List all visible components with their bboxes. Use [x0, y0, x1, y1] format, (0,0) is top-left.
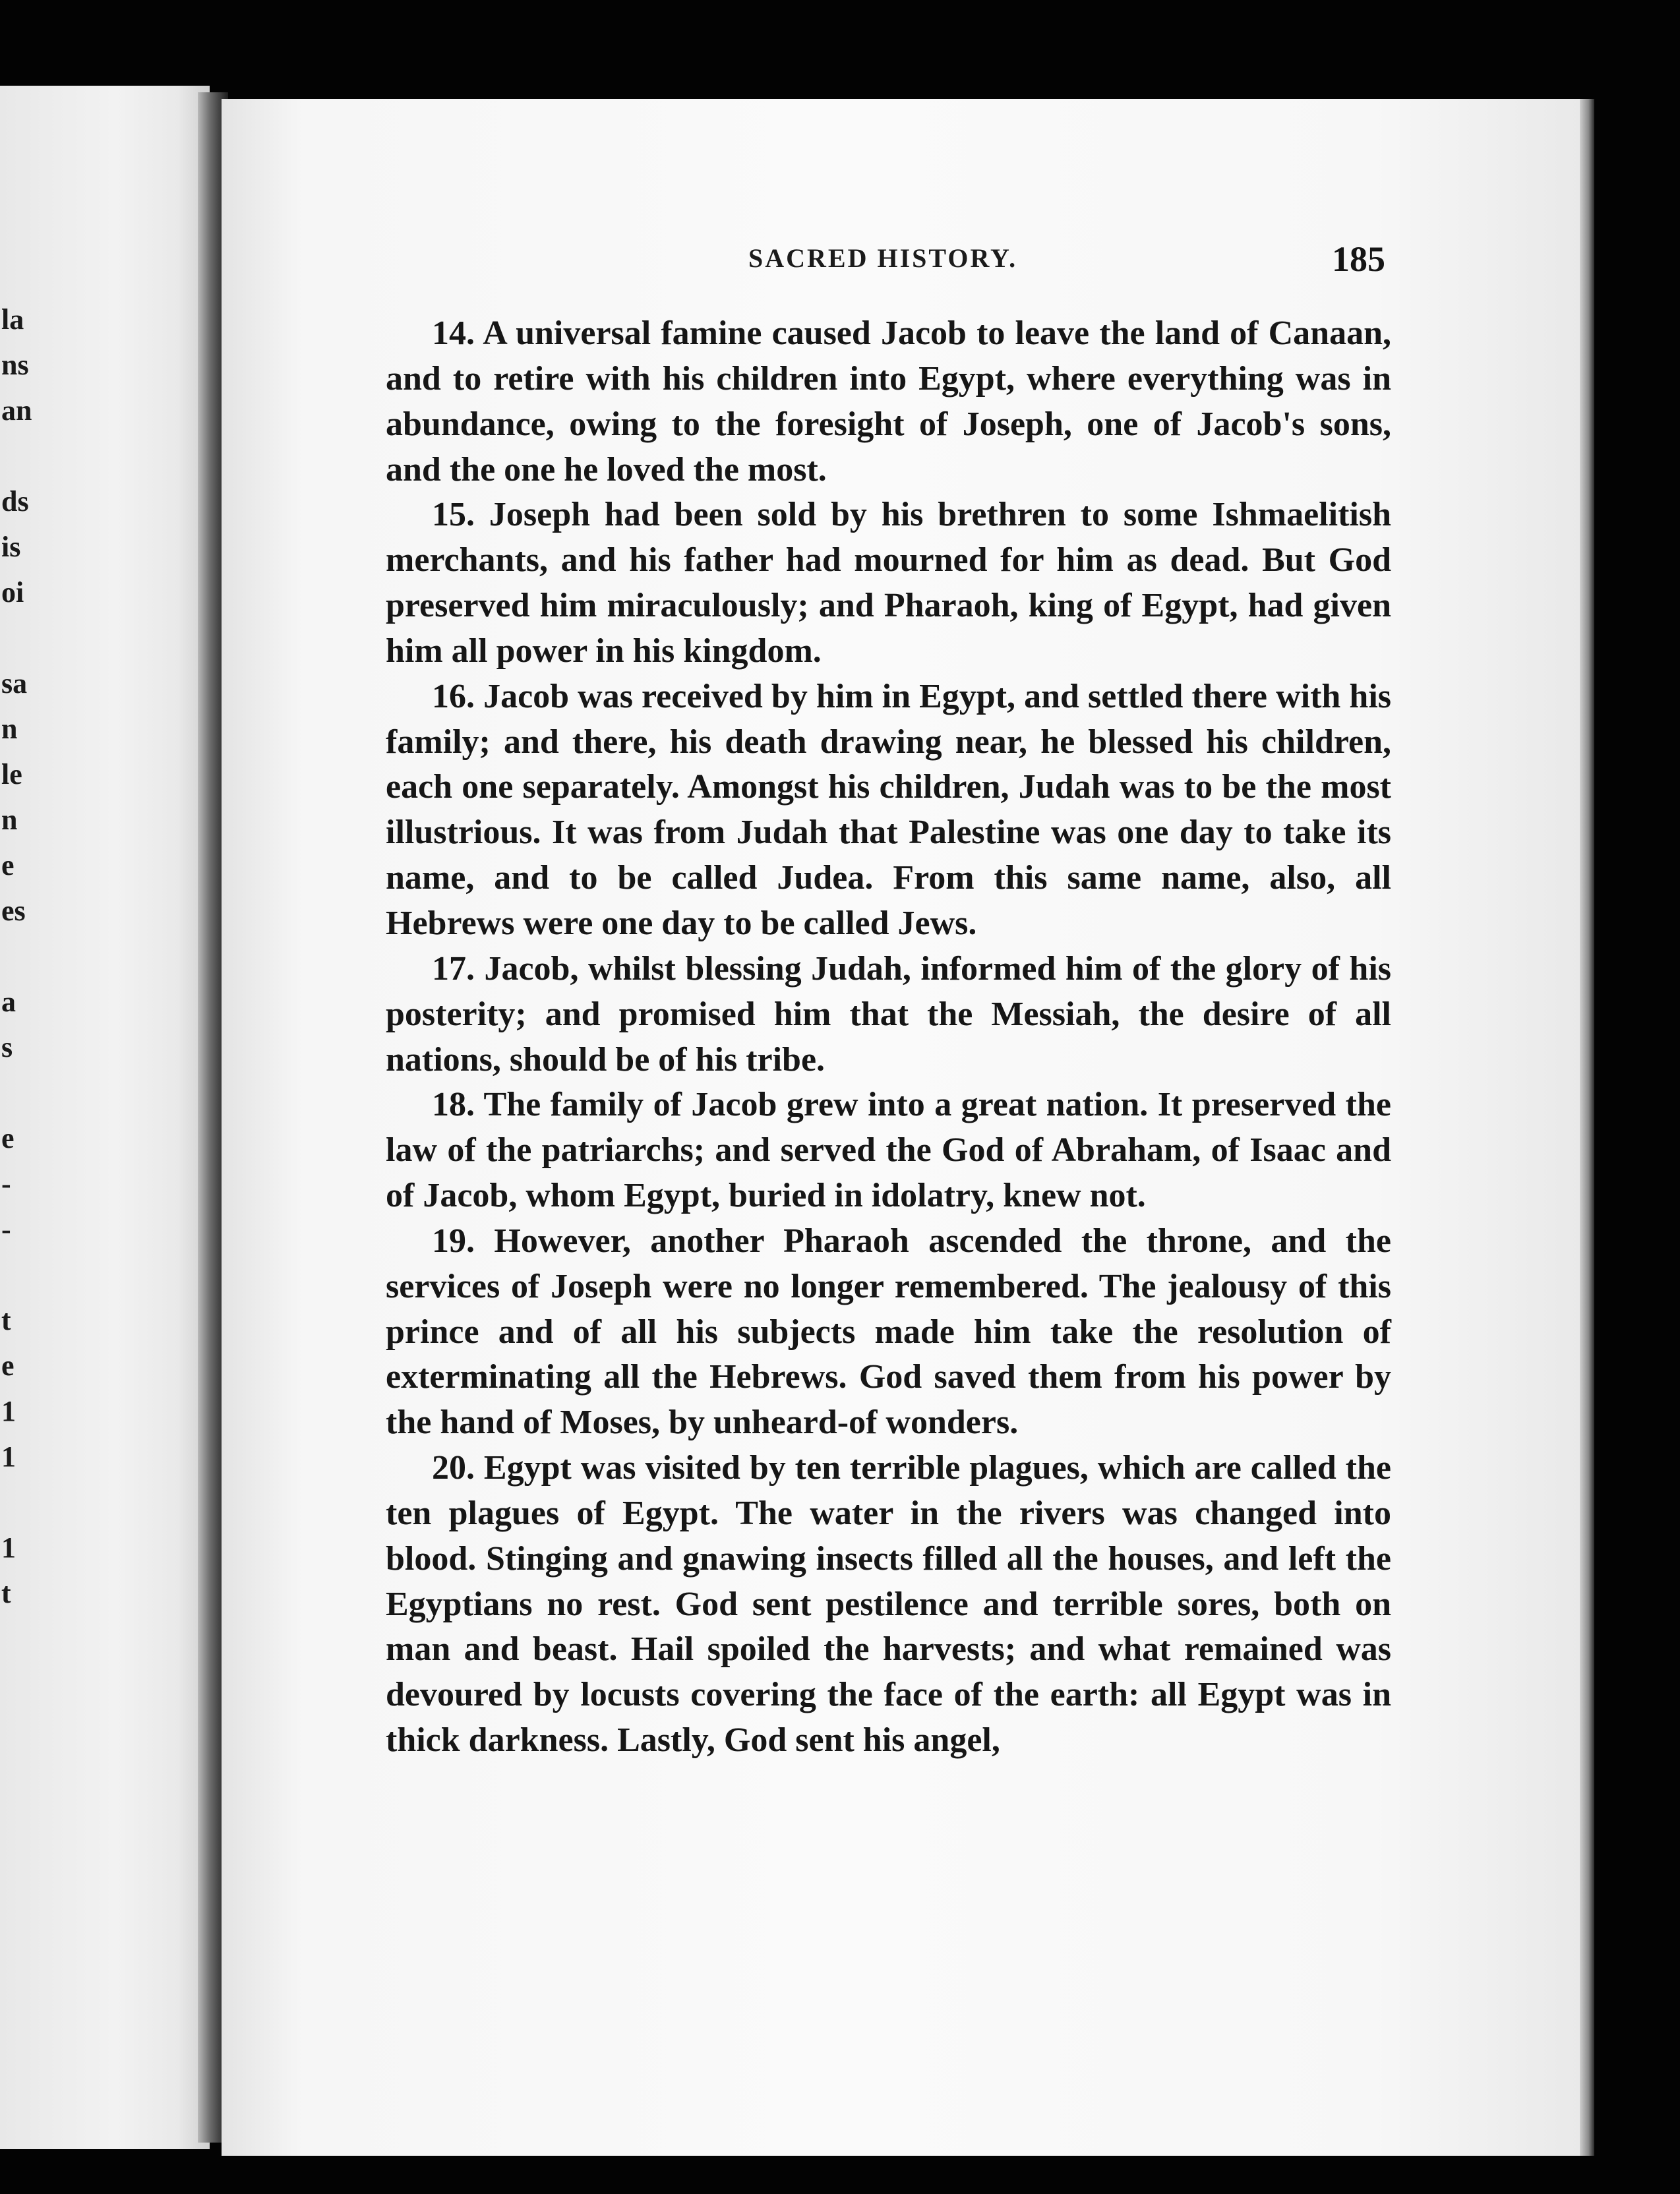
left-page-fragment: es: [1, 895, 26, 927]
left-page-fragment: [1, 1661, 74, 1707]
left-page-fragment: le: [1, 758, 22, 790]
paragraph-20: 20. Egypt was visited by ten terrible plagues, which are called the ten plagues of Egypt. The water in the rivers was changed into blood. Stinging and gnawing insects filled all the houses, and left the Egyptians no rest. God sent pestilence and terrible sores, both on man and beast. Hail spoiled the harvests; and what remained was devoured by locusts covering the face of the earth: all Egypt was in thick darkness. Lastly, God sent his angel,: [386, 1449, 1391, 1760]
page-edge-shadow: [1580, 99, 1594, 2156]
running-head: SACRED HISTORY.: [748, 243, 1018, 273]
left-page-fragment: ns: [1, 349, 29, 381]
left-page-fragment: n: [1, 804, 18, 836]
left-page-fragment: t: [1, 1304, 11, 1336]
left-page-fragment: t: [1, 1577, 11, 1609]
left-page-fragment: [1, 1616, 74, 1661]
left-page-fragment: is: [1, 531, 21, 563]
left-page-fragment: e: [1, 849, 15, 881]
left-page-fragment: ds: [1, 485, 29, 518]
left-page-fragment: 1: [1, 1395, 16, 1427]
left-page-fragment: an: [1, 394, 32, 427]
left-page-fragment: [1, 615, 74, 661]
paragraph-19: 19. However, another Pharaoh ascended the throne, and the services of Joseph were no longer remembered. The jealousy of this prince and of all his subjects made him take the resolution of exterminating all the Hebrews. God saved them from his power by the hand of Moses, by unheard-of wonders.: [386, 1222, 1391, 1442]
paragraph-14: 14. A universal famine caused Jacob to leave the land of Canaan, and to retire with his children into Egypt, where everything was in abundance, owing to the foresight of Joseph, one of Jacob's sons, and the one he loved the most.: [386, 314, 1391, 489]
paragraph-18: 18. The family of Jacob grew into a great nation. It preserved the law of the patriarchs; and served the God of Abraham, of Isaac and of Jacob, whom Egypt, buried in idolatry, knew not.: [386, 1086, 1391, 1215]
left-page-fragment: -: [1, 1213, 11, 1245]
paragraph-16: 16. Jacob was received by him in Egypt, and settled there with his family; and there, his death drawing near, he blessed his children, each one separately. Amongst his children, Judah was to be the most illustrious. It was from Judah that Palestine was one day to take its name, and to be called Judea. From this same name, also, all Hebrews were one day to be called Jews.: [386, 677, 1391, 942]
left-page-fragment: oi: [1, 576, 24, 608]
left-page-fragment: 1: [1, 1440, 16, 1473]
left-page-fragment: [1, 1479, 74, 1525]
left-page-fragment: [1, 934, 74, 979]
page-number: 185: [1332, 239, 1385, 279]
left-page-fragment: s: [1, 1031, 13, 1063]
left-page-fragment: [1, 1070, 74, 1115]
paragraph-17: 17. Jacob, whilst blessing Judah, informed him of the glory of his posterity; and promised him that the Messiah, the desire of all nations, should be of his tribe.: [386, 949, 1391, 1079]
left-page-fragment: e: [1, 1349, 15, 1382]
left-page-fragment: sa: [1, 667, 28, 699]
left-page-fragment: a: [1, 986, 16, 1018]
left-page-text-fragments: [1, 297, 74, 1843]
left-page-fragment: [1, 433, 74, 479]
left-page-fragment: n: [1, 713, 18, 745]
left-page-fragment: -: [1, 1168, 11, 1200]
left-page-fragment: [1, 1707, 74, 1752]
left-page-fragment: [1, 1798, 74, 1843]
left-page-fragment: e: [1, 1122, 15, 1154]
paragraph-15: 15. Joseph had been sold by his brethren to some Ishmaelitish merchants, and his father had mourned for him as dead. But God preserved him miraculously; and Pharaoh, king of Egypt, had given him all power in his kingdom.: [386, 496, 1391, 670]
body-text: [386, 311, 1391, 1764]
left-page-fragment: [1, 1252, 74, 1297]
left-page-fragment: la: [1, 303, 24, 336]
left-page-fragment: 1: [1, 1531, 16, 1564]
left-facing-page: [0, 86, 210, 2149]
left-page-fragment: [1, 1752, 74, 1798]
